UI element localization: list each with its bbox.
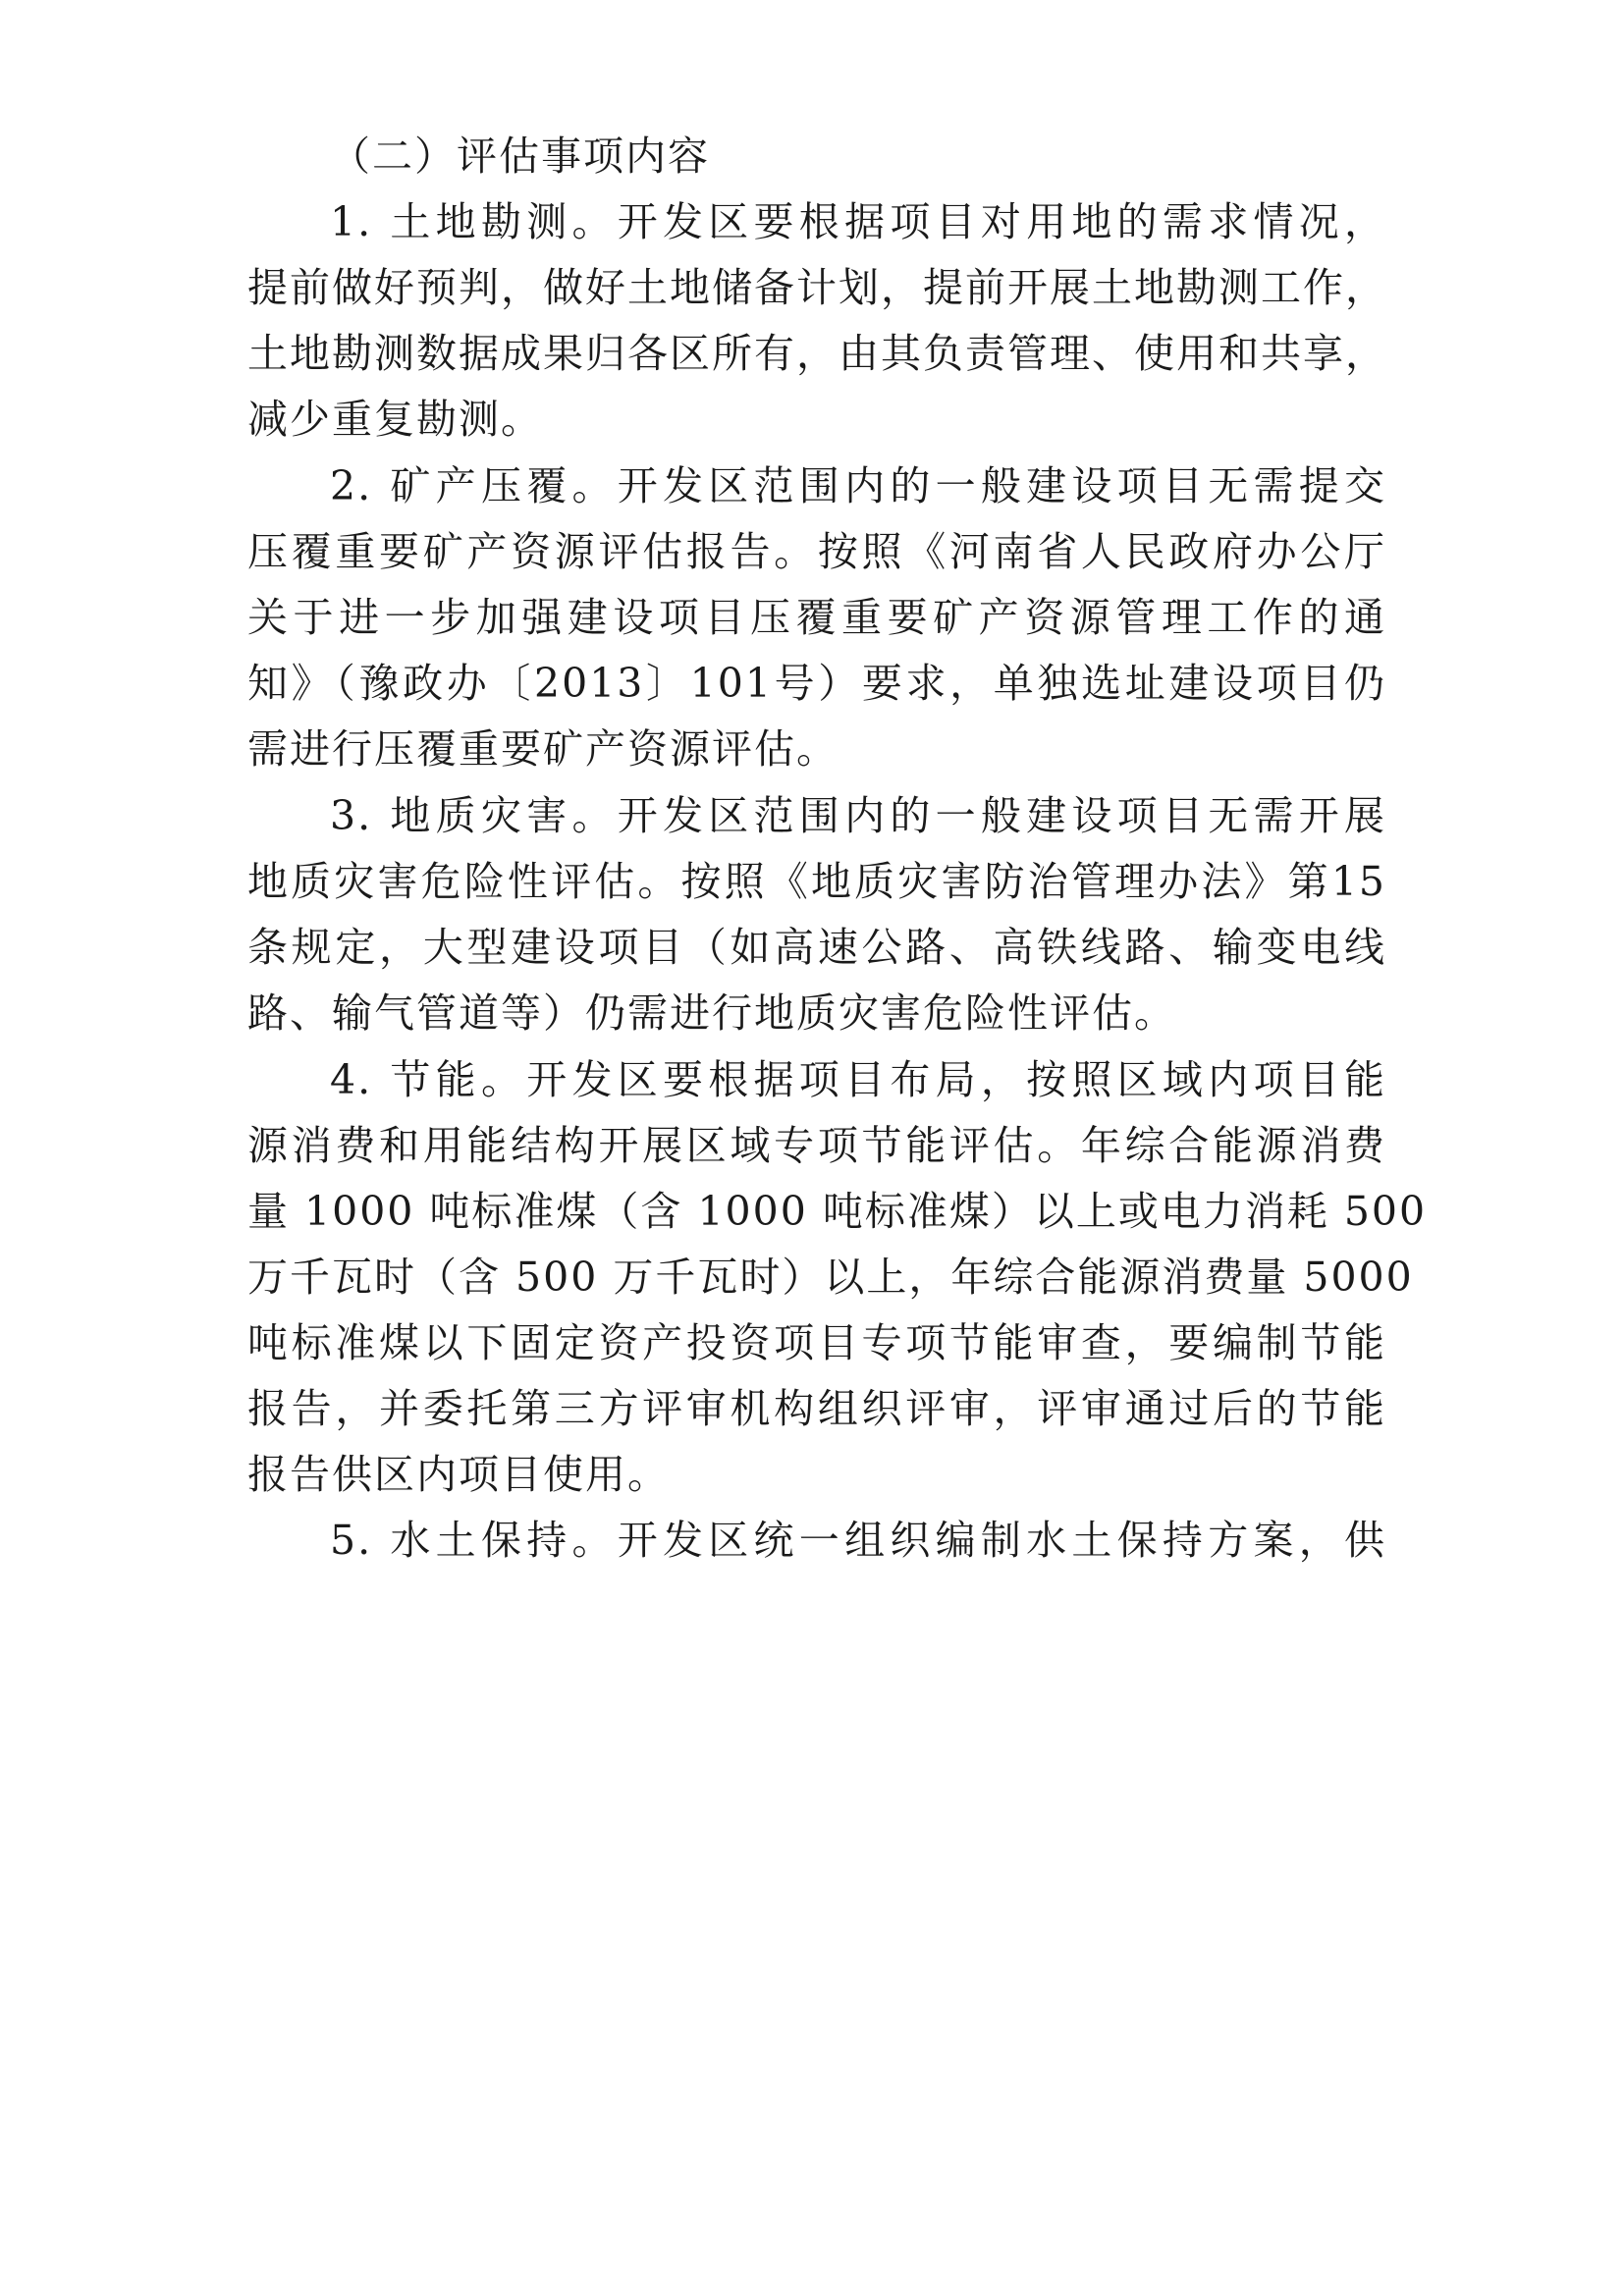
paragraph-3-line-3: 条规定，大型建设项目（如高速公路、高铁线路、输变电线 <box>247 924 1386 971</box>
paragraph-3-line-4: 路、输气管道等）仍需进行地质灾害危险性评估。 <box>247 989 1176 1037</box>
paragraph-4-line-6: 报告，并委托第三方评审机构组织评审，评审通过后的节能 <box>247 1385 1386 1432</box>
paragraph-2-line-1: 2. 矿产压覆。开发区范围内的一般建设项目无需提交 <box>330 462 1386 509</box>
paragraph-2-line-4: 知》（豫政办〔2013〕101号）要求，单独选址建设项目仍 <box>247 660 1386 707</box>
paragraph-4-line-3: 量 1000 吨标准煤（含 1000 吨标准煤）以上或电力消耗 500 <box>247 1188 1428 1235</box>
paragraph-4-line-2: 源消费和用能结构开展区域专项节能评估。年综合能源消费 <box>247 1122 1386 1169</box>
paragraph-5-line-1: 5. 水土保持。开发区统一组织编制水土保持方案，供 <box>330 1517 1386 1564</box>
paragraph-4-line-5: 吨标准煤以下固定资产投资项目专项节能审查，要编制节能 <box>247 1319 1386 1366</box>
paragraph-4-line-7: 报告供区内项目使用。 <box>247 1451 670 1498</box>
paragraph-1-line-2: 提前做好预判，做好土地储备计划，提前开展土地勘测工作， <box>247 264 1387 311</box>
paragraph-4-line-4: 万千瓦时（含 500 万千瓦时）以上，年综合能源消费量 5000 <box>247 1254 1414 1301</box>
paragraph-2-line-3: 关于进一步加强建设项目压覆重要矿产资源管理工作的通 <box>247 594 1386 641</box>
paragraph-1-line-4: 减少重复勘测。 <box>247 396 543 443</box>
paragraph-2-line-2: 压覆重要矿产资源评估报告。按照《河南省人民政府办公厅 <box>247 528 1386 575</box>
paragraph-1-line-3: 土地勘测数据成果归各区所有，由其负责管理、使用和共享， <box>247 330 1387 377</box>
section-heading: （二）评估事项内容 <box>330 133 710 180</box>
paragraph-4-line-1: 4. 节能。开发区要根据项目布局，按照区域内项目能 <box>330 1056 1386 1103</box>
paragraph-2-line-5: 需进行压覆重要矿产资源评估。 <box>247 725 839 773</box>
paragraph-3-line-1: 3. 地质灾害。开发区范围内的一般建设项目无需开展 <box>330 792 1386 839</box>
paragraph-3-line-2: 地质灾害危险性评估。按照《地质灾害防治管理办法》第15 <box>247 858 1386 905</box>
paragraph-1-line-1: 1. 土地勘测。开发区要根据项目对用地的需求情况， <box>330 198 1386 245</box>
